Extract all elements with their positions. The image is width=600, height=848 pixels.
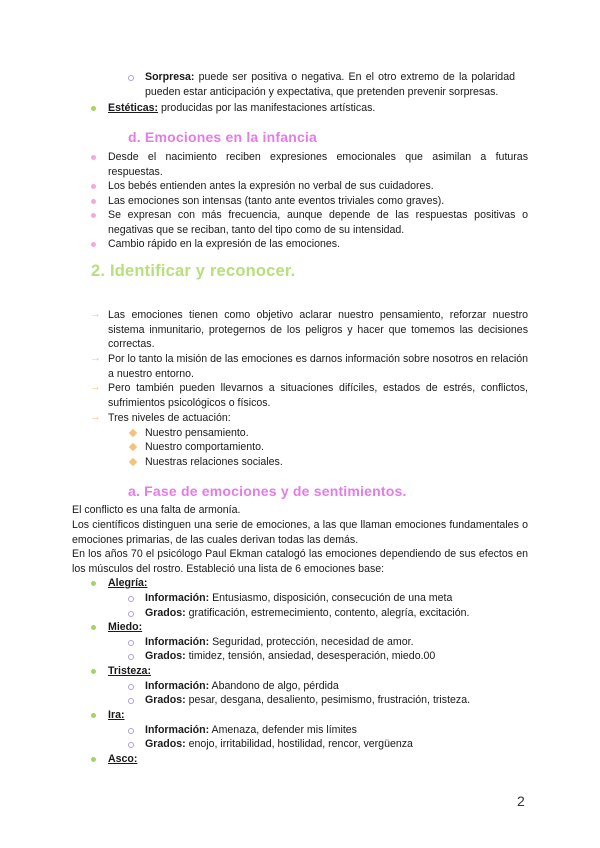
emotion-info xyxy=(145,635,414,650)
bullet-icon xyxy=(91,184,96,189)
info-text: Abandono de algo, pérdida xyxy=(209,680,339,692)
bullet-icon xyxy=(91,581,96,586)
level-item: Nuestras relaciones sociales. xyxy=(145,456,283,468)
esteticas-item xyxy=(108,101,528,116)
list-item: Tres niveles de actuación: xyxy=(108,412,231,424)
level-item: Nuestro comportamiento. xyxy=(145,441,264,453)
grados-text: pesar, desgana, desaliento, pesimismo, frustración, tristeza. xyxy=(185,694,471,706)
emotion-grados xyxy=(145,737,413,752)
sub-bullet-icon xyxy=(128,596,134,602)
sorpresa-text: puede ser positiva o negativa. En el otro extremo de la polaridad pueden estar anticipación y expectativa, que pretenden prevenir sorpresas. xyxy=(145,71,515,98)
list-item: Desde el nacimiento reciben expresiones emocionales que asimilan a futuras respuestas. xyxy=(108,151,528,178)
grados-text: timidez, tensión, ansiedad, desesperación, miedo.00 xyxy=(185,650,436,662)
bullet-icon xyxy=(91,669,96,674)
info-text: Seguridad, protección, necesidad de amor. xyxy=(209,636,414,648)
list-item: Las emociones son intensas (tanto ante eventos triviales como graves). xyxy=(108,195,445,207)
emotion-grados xyxy=(145,693,470,708)
list-item: Las emociones tienen como objetivo aclarar nuestro pensamiento, reforzar nuestro sistema inmunitario, protegernos de los peligros y hacer que tomemos las decisiones correctas. xyxy=(108,309,528,351)
paragraph: El conflicto es una falta de armonía. xyxy=(72,504,241,516)
emotion-info xyxy=(145,723,357,738)
emotion-name: Tristeza: xyxy=(108,665,151,677)
arrow-right-icon: → xyxy=(90,352,101,364)
sub-bullet-icon xyxy=(128,640,134,646)
emotion-name: Ira: xyxy=(108,709,125,721)
emotion-name: Asco: xyxy=(108,753,138,765)
info-label: Información: xyxy=(145,636,210,648)
bullet-icon xyxy=(91,625,96,630)
bullet-icon xyxy=(91,213,96,218)
bullet-icon xyxy=(91,155,96,160)
esteticas-text: producidas por las manifestaciones artísticas. xyxy=(158,102,376,114)
list-item: Los bebés entienden antes la expresión no verbal de sus cuidadores. xyxy=(108,180,434,192)
emotion-info xyxy=(145,679,339,694)
sorpresa-item xyxy=(145,70,515,99)
heading-identificar-reconocer: 2. Identificar y reconocer. xyxy=(91,262,296,280)
bullet-icon xyxy=(91,757,96,762)
arrow-right-icon: → xyxy=(90,381,101,393)
heading-emociones-infancia: d. Emociones en la infancia xyxy=(128,129,318,145)
list-item: Se expresan con más frecuencia, aunque depende de las respuestas positivas o negativas que se reciban, tanto del tipo como de su intensidad. xyxy=(108,209,528,236)
diamond-bullet-icon xyxy=(129,443,137,451)
heading-fase-emociones: a. Fase de emociones y de sentimientos. xyxy=(128,483,407,499)
emotion-grados xyxy=(145,606,469,621)
grados-label: Grados: xyxy=(145,650,186,662)
info-text: Amenaza, defender mis límites xyxy=(209,724,357,736)
sorpresa-label: Sorpresa: xyxy=(145,71,195,83)
info-label: Información: xyxy=(145,680,210,692)
sub-bullet-icon xyxy=(128,728,134,734)
sub-bullet-icon xyxy=(128,75,134,81)
bullet-icon xyxy=(91,106,96,111)
list-item: Pero también pueden llevarnos a situaciones difíciles, estados de estrés, conflictos, sufrimientos psicológicos o físicos. xyxy=(108,382,528,409)
emotion-info xyxy=(145,591,452,606)
info-label: Información: xyxy=(145,592,210,604)
bullet-icon xyxy=(91,242,96,247)
bullet-icon xyxy=(91,713,96,718)
info-label: Información: xyxy=(145,724,210,736)
sub-bullet-icon xyxy=(128,611,134,617)
sub-bullet-icon xyxy=(128,684,134,690)
emotion-name: Miedo: xyxy=(108,621,143,633)
list-item: Por lo tanto la misión de las emociones es darnos información sobre nosotros en relación a nuestro entorno. xyxy=(108,353,528,380)
paragraph: Los científicos distinguen una serie de emociones, a las que llaman emociones fundamentales o emociones primarias, de las cuales derivan todas las demás. xyxy=(72,519,528,546)
page-number: 2 xyxy=(517,793,525,809)
level-item: Nuestro pensamiento. xyxy=(145,427,249,439)
emotion-name: Alegría: xyxy=(108,577,148,589)
esteticas-label: Estéticas: xyxy=(108,102,159,114)
grados-text: enojo, irritabilidad, hostilidad, rencor, vergüenza xyxy=(185,738,413,750)
info-text: Entusiasmo, disposición, consecución de una meta xyxy=(209,592,453,604)
grados-label: Grados: xyxy=(145,694,186,706)
diamond-bullet-icon xyxy=(129,429,137,437)
grados-label: Grados: xyxy=(145,607,186,619)
sub-bullet-icon xyxy=(128,654,134,660)
list-item: Cambio rápido en la expresión de las emociones. xyxy=(108,238,341,250)
arrow-right-icon: → xyxy=(90,411,101,423)
grados-text: gratificación, estremecimiento, contento, alegría, excitación. xyxy=(185,607,470,619)
bullet-icon xyxy=(91,199,96,204)
sub-bullet-icon xyxy=(128,742,134,748)
grados-label: Grados: xyxy=(145,738,186,750)
emotion-grados xyxy=(145,649,435,664)
paragraph: En los años 70 el psicólogo Paul Ekman catalogó las emociones dependiendo de sus efectos en los músculos del rostro. Estableció una lista de 6 emociones base: xyxy=(72,548,528,575)
diamond-bullet-icon xyxy=(129,458,137,466)
sub-bullet-icon xyxy=(128,698,134,704)
arrow-right-icon: → xyxy=(90,308,101,320)
